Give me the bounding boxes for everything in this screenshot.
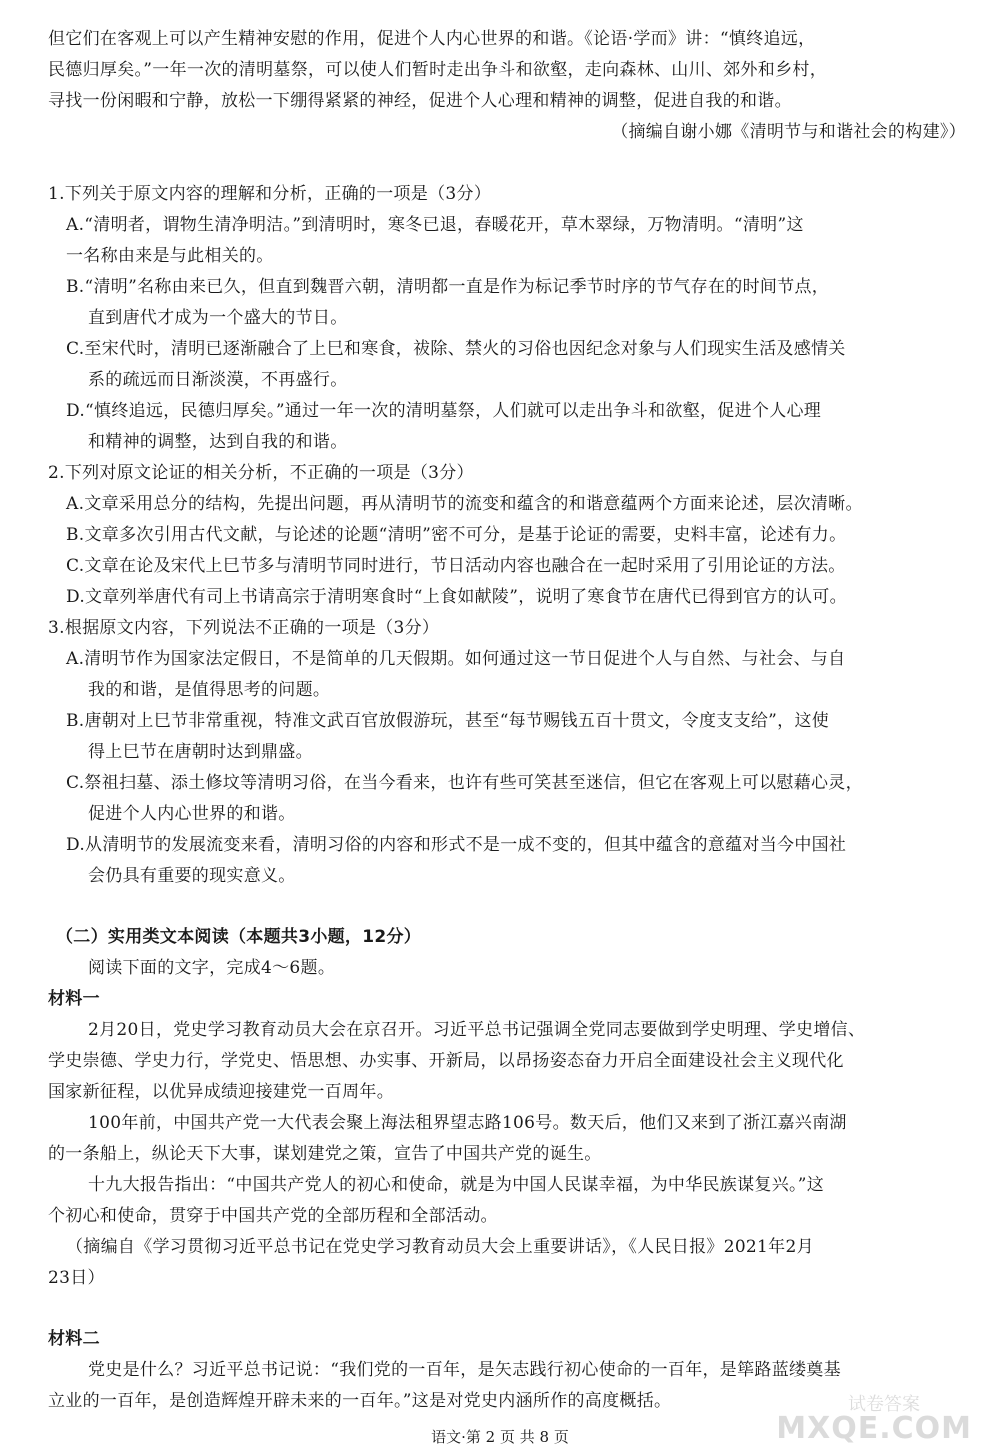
intro-line-1: 但它们在客观上可以产生精神安慰的作用，促进个人内心世界的和谐。《论语·学而》讲：“慎终追远， [48, 29, 816, 49]
q2-option-c: C.文章在论及宋代上巳节多与清明节同时进行，节日活动内容也融合在一起时采用了引用论证的方法。 [66, 556, 846, 576]
material-one-p2-line-1: 100年前，中国共产党一大代表会聚上海法租界望志路106号。数天后，他们又来到了浙江嘉兴南湖 [88, 1113, 847, 1133]
watermark-text-cn: 试卷答案 [848, 1394, 920, 1415]
q3-stem: 3.根据原文内容，下列说法不正确的一项是（3分） [48, 618, 440, 638]
material-one-p1-line-2: 学史崇德、学史力行，学党史、悟思想、办实事、开新局，以昂扬姿态奋力开启全面建设社会主义现代化 [48, 1051, 844, 1071]
q1-option-d-line-1: D.“慎终追远，民德归厚矣。”通过一年一次的清明墓祭，人们就可以走出争斗和欲壑，促进个人心理 [66, 401, 822, 421]
material-two-p1-line-2: 立业的一百年，是创造辉煌开辟未来的一百年。”这是对党史内涵所作的高度概括。 [48, 1391, 672, 1411]
material-one-source-line-2: 23日） [48, 1268, 105, 1288]
material-one-p3-line-1: 十九大报告指出：“中国共产党人的初心和使命，就是为中国人民谋幸福，为中华民族谋复兴。”这 [88, 1175, 825, 1195]
q1-option-c-line-2: 系的疏远而日渐淡漠，不再盛行。 [88, 370, 348, 390]
q3-option-b-line-1: B.唐朝对上巳节非常重视，特准文武百官放假游玩，甚至“每节赐钱五百十贯文，令度支支给”，这使 [66, 711, 830, 731]
material-one-p1-line-3: 国家新征程，以优异成绩迎接建党一百周年。 [48, 1082, 394, 1102]
material-two-p1-line-1: 党史是什么？习近平总书记说：“我们党的一百年，是矢志践行初心使命的一百年，是筚路蓝缕奠基 [88, 1360, 841, 1380]
intro-source: （摘编自谢小娜《清明节与和谐社会的构建》） [611, 122, 966, 142]
intro-line-3: 寻找一份闲暇和宁静，放松一下绷得紧紧的神经，促进个人心理和精神的调整，促进自我的和谐。 [48, 91, 792, 111]
q2-stem: 2.下列对原文论证的相关分析，不正确的一项是（3分） [48, 463, 474, 483]
q3-option-c-line-2: 促进个人内心世界的和谐。 [88, 804, 296, 824]
page-footer: 语文·第 2 页 共 8 页 [431, 1428, 569, 1446]
watermark-logo [776, 1370, 980, 1450]
q1-option-a-line-1: A.“清明者，谓物生清净明洁。”到清明时，寒冬已退，春暖花开，草木翠绿，万物清明。“清明”这 [66, 215, 804, 235]
q1-option-c-line-1: C.至宋代时，清明已逐渐融合了上巳和寒食，祓除、禁火的习俗也因纪念对象与人们现实生活及感情关 [66, 339, 846, 359]
intro-line-2: 民德归厚矣。”一年一次的清明墓祭，可以使人们暂时走出争斗和欲壑，走向森林、山川、郊外和乡村， [48, 60, 827, 80]
q3-option-b-line-2: 得上巳节在唐朝时达到鼎盛。 [88, 742, 313, 762]
material-one-title: 材料一 [48, 989, 100, 1009]
q1-option-d-line-2: 和精神的调整，达到自我的和谐。 [88, 432, 348, 452]
section-instruction: 阅读下面的文字，完成4～6题。 [88, 958, 336, 978]
material-one-source-line-1: （摘编自《学习贯彻习近平总书记在党史学习教育动员大会上重要讲话》，《人民日报》2021年2月 [66, 1237, 814, 1257]
q3-option-c-line-1: C.祭祖扫墓、添土修坟等清明习俗，在当今看来，也许有些可笑甚至迷信，但它在客观上可以慰藉心灵， [66, 773, 863, 793]
q3-option-d-line-1: D.从清明节的发展流变来看，清明习俗的内容和形式不是一成不变的，但其中蕴含的意蕴对当今中国社 [66, 835, 847, 855]
q1-option-b-line-1: B.“清明”名称由来已久，但直到魏晋六朝，清明都一直是作为标记季节时序的节气存在的时间节点， [66, 277, 830, 297]
material-one-p1-line-1: 2月20日，党史学习教育动员大会在京召开。习近平总书记强调全党同志要做到学史明理、学史增信、 [88, 1020, 866, 1040]
q2-option-d: D.文章列举唐代有司上书请高宗于清明寒食时“上食如献陵”，说明了寒食节在唐代已得到官方的认可。 [66, 587, 847, 607]
q1-option-a-line-2: 一名称由来是与此相关的。 [66, 246, 274, 266]
q1-stem: 1.下列关于原文内容的理解和分析，正确的一项是（3分） [48, 184, 492, 204]
q2-option-a: A.文章采用总分的结构，先提出问题，再从清明节的流变和蕴含的和谐意蕴两个方面来论述，层次清晰。 [66, 494, 863, 514]
q3-option-d-line-2: 会仍具有重要的现实意义。 [88, 866, 296, 886]
section-heading: （二）实用类文本阅读（本题共3小题，12分） [56, 927, 422, 947]
material-two-title: 材料二 [48, 1329, 100, 1349]
q3-option-a-line-1: A.清明节作为国家法定假日，不是简单的几天假期。如何通过这一节日促进个人与自然、与社会、与自 [66, 649, 846, 669]
watermark-text-url: MXQE.COM [776, 1411, 972, 1446]
q3-option-a-line-2: 我的和谐，是值得思考的问题。 [88, 680, 331, 700]
q1-option-b-line-2: 直到唐代才成为一个盛大的节日。 [88, 308, 348, 328]
material-one-p2-line-2: 的一条船上，纵论天下大事，谋划建党之策，宣告了中国共产党的诞生。 [48, 1144, 602, 1164]
material-one-p3-line-2: 个初心和使命，贯穿于中国共产党的全部历程和全部活动。 [48, 1206, 498, 1226]
q2-option-b: B.文章多次引用古代文献，与论述的论题“清明”密不可分，是基于论证的需要，史料丰富，论述有力。 [66, 525, 847, 545]
